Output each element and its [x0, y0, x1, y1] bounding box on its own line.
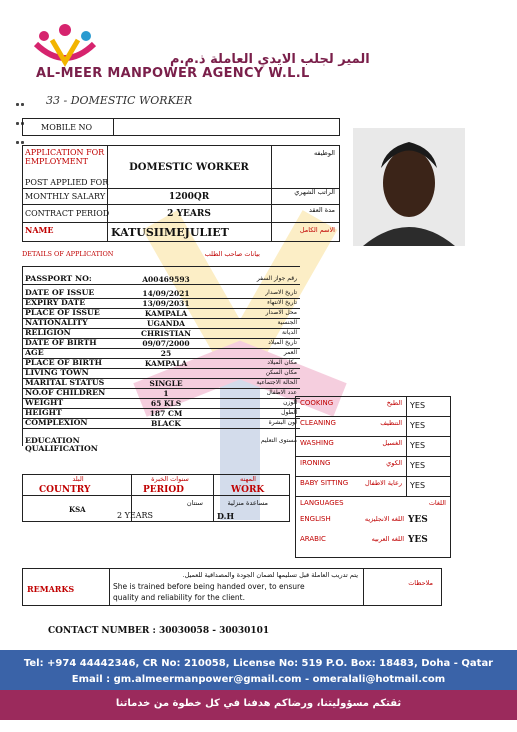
exp-work-header: WORK — [231, 485, 265, 495]
details-label-ar: بيانات صاحب الطلب — [204, 250, 260, 258]
skill-label-ar: الكوي — [386, 459, 402, 467]
detail-value: A00469593 — [142, 275, 190, 284]
detail-label-ar: مستوى التعليم — [260, 437, 297, 444]
detail-value: 65 KLS — [150, 399, 182, 408]
skill-label: WASHING — [300, 439, 334, 447]
detail-label: NATIONALITY — [25, 318, 88, 327]
details-label: DETAILS OF APPLICATION — [22, 250, 114, 258]
detail-label-ar: تاريخ الاصدار — [265, 289, 297, 296]
detail-row — [22, 284, 300, 298]
detail-label: DATE OF ISSUE — [25, 288, 95, 297]
job-title: 33 - DOMESTIC WORKER — [46, 94, 193, 107]
detail-value: 14/09/2021 — [142, 289, 190, 298]
skill-row — [296, 437, 450, 457]
detail-label-ar: لون البشرة — [268, 419, 297, 426]
detail-label: HEIGHT — [25, 408, 62, 417]
detail-value: 187 CM — [149, 409, 183, 418]
period-value: 2 YEARS — [167, 209, 211, 219]
exp-work-ar: المهنه — [240, 475, 256, 483]
languages-title: LANGUAGES — [300, 499, 344, 507]
detail-label-ar: الحالة الاجتماعية — [256, 379, 297, 386]
detail-value: BLACK — [151, 419, 181, 428]
period-label: CONTRACT PERIOD — [25, 209, 110, 218]
detail-label: WEIGHT — [25, 398, 64, 407]
detail-value: 1 — [163, 389, 169, 398]
skill-label: BABY SITTING — [300, 479, 349, 487]
language-value: YES — [408, 515, 428, 525]
application-table — [22, 145, 340, 242]
exp-country-ar: البلد — [72, 475, 84, 483]
detail-label-ar: تاريخ الميلاد — [268, 339, 297, 346]
skill-label-ar: رعاية الاطفال — [364, 479, 402, 487]
company-name: AL-MEER MANPOWER AGENCY W.L.L — [36, 66, 310, 81]
detail-label: DATE OF BIRTH — [25, 338, 97, 347]
exp-row-work: D.H — [217, 511, 234, 521]
detail-value: KAMPALA — [144, 359, 188, 368]
detail-row — [22, 358, 300, 368]
detail-label: RELIGION — [25, 328, 71, 337]
skill-value: YES — [410, 441, 426, 450]
language-label-ar: اللغه الانجليزيه — [364, 515, 404, 523]
detail-label: PASSPORT NO: — [25, 274, 92, 283]
detail-row — [22, 428, 300, 453]
detail-label-ar: الديانة — [281, 329, 297, 336]
detail-value: 13/09/2031 — [142, 299, 190, 308]
remarks-box — [22, 568, 442, 606]
skill-row — [296, 417, 450, 437]
detail-row — [22, 348, 300, 358]
detail-value: SINGLE — [149, 379, 183, 388]
detail-label-ar: تاريخ الانتهاء — [267, 299, 297, 306]
skill-row — [296, 397, 450, 417]
footer-line-2: Email : gm.almeermanpower@gmail.com - omeralali@hotmail.com — [71, 674, 446, 685]
detail-label: MARITAL STATUS — [25, 378, 105, 387]
post-label-ar: الوظيفه — [313, 149, 335, 157]
skill-label: COOKING — [300, 399, 334, 407]
detail-value: 25 — [160, 349, 172, 358]
skill-label-ar: الطبخ — [386, 399, 402, 407]
name-label: NAME — [25, 225, 54, 235]
footer-line-3: ثقتكم مسؤوليتنا، ورضاكم هدفنا في كل خطوة من خدماتنا — [115, 698, 402, 709]
application-label: APPLICATION FOR EMPLOYMENT — [25, 148, 105, 166]
exp-period-ar: سنوات الخبرة — [151, 475, 189, 483]
period-label-ar: مدة العقد — [309, 206, 335, 214]
exp-row-period-ar: سنتان — [186, 499, 203, 507]
detail-row — [22, 398, 300, 408]
skill-value: YES — [410, 421, 426, 430]
detail-label: EDUCATION QUALIFICATION — [25, 436, 98, 453]
languages-section — [296, 497, 450, 557]
detail-label-ar: مكان السكن — [265, 369, 297, 376]
detail-value: 09/07/2000 — [142, 339, 190, 348]
language-label: ARABIC — [300, 535, 326, 543]
remarks-label-ar: ملاحظات — [408, 579, 433, 587]
detail-label-ar: الطول — [281, 409, 297, 416]
skill-label: CLEANING — [300, 419, 336, 427]
skill-row — [296, 457, 450, 477]
mobile-row — [22, 118, 340, 136]
detail-row — [22, 368, 300, 378]
mobile-label: MOBILE NO — [41, 123, 93, 132]
language-value: YES — [408, 535, 428, 545]
post-label: POST APPLIED FOR — [25, 178, 109, 187]
skill-label-ar: التنظيف — [380, 419, 402, 427]
name-value: KATUSIIMEJULIET — [111, 226, 229, 239]
detail-row — [22, 418, 300, 428]
detail-label: LIVING TOWN — [25, 368, 89, 377]
detail-label-ar: مكان الميلاد — [267, 359, 297, 366]
skill-value: YES — [410, 481, 426, 490]
details-table — [22, 266, 302, 470]
detail-value: KAMPALA — [144, 309, 188, 318]
salary-label: MONTHLY SALARY — [25, 192, 106, 201]
experience-table — [22, 474, 290, 522]
skills-table — [295, 396, 451, 558]
languages-title-ar: اللغات — [428, 499, 446, 507]
salary-value: 1200QR — [168, 192, 210, 202]
drag-handle-icon[interactable] — [15, 92, 25, 106]
detail-label-ar: محل الاصدار — [265, 309, 297, 316]
language-label: ENGLISH — [300, 515, 331, 523]
company-name-arabic: المير لجلب الايدي العاملة ذ.م.م — [170, 52, 370, 67]
exp-row-country: KSA — [69, 505, 86, 514]
skill-value: YES — [410, 461, 426, 470]
detail-label: NO.OF CHILDREN — [25, 388, 106, 397]
detail-row — [22, 378, 300, 388]
detail-row — [22, 408, 300, 418]
company-logo — [30, 22, 100, 68]
exp-period-header: PERIOD — [143, 485, 184, 495]
detail-label-ar: عدد الاطفال — [266, 389, 297, 396]
footer-slogan-bar — [0, 690, 517, 720]
detail-label-ar: الوزن — [283, 399, 297, 406]
skill-label: IRONING — [300, 459, 331, 467]
detail-label: PLACE OF ISSUE — [25, 308, 100, 317]
detail-row — [22, 318, 300, 328]
skill-row — [296, 477, 450, 497]
language-label-ar: اللغه العربيه — [371, 535, 404, 543]
detail-row — [22, 266, 300, 284]
exp-row-work-ar: مساعدة منزلية — [227, 499, 268, 507]
detail-row — [22, 388, 300, 398]
detail-value: UGANDA — [147, 319, 185, 328]
footer-line-1: Tel: +974 44442346, CR No: 210058, License No: 519 P.O. Box: 18483, Doha - Qatar — [23, 658, 494, 669]
detail-row — [22, 308, 300, 318]
detail-row — [22, 298, 300, 308]
detail-label-ar: العمر — [283, 349, 297, 356]
detail-value: CHRISTIAN — [141, 329, 191, 338]
applicant-photo — [353, 128, 465, 246]
name-label-ar: الاسم الكامل — [299, 226, 335, 234]
post-value: DOMESTIC WORKER — [129, 162, 249, 173]
detail-label: PLACE OF BIRTH — [25, 358, 103, 367]
remarks-text-en-1: She is trained before being handed over, to ensure — [113, 582, 305, 591]
detail-label: COMPLEXION — [25, 418, 88, 427]
remarks-text-en-2: quality and reliability for the client. — [113, 593, 245, 602]
exp-country-header: COUNTRY — [39, 485, 91, 495]
remarks-label: REMARKS — [27, 584, 75, 594]
remarks-text-ar: يتم تدريب العاملة قبل تسليمها لضمان الجودة والمصداقية للعميل. — [182, 571, 358, 579]
detail-label-ar: رقم جواز السفر — [256, 275, 297, 282]
exp-row-period: 2 YEARS — [117, 511, 154, 520]
skill-value: YES — [410, 401, 426, 410]
contact-number: CONTACT NUMBER : 30030058 - 30030101 — [48, 626, 270, 636]
detail-label: AGE — [25, 348, 44, 357]
salary-label-ar: الراتب الشهري — [294, 188, 335, 196]
detail-row — [22, 338, 300, 348]
detail-row — [22, 328, 300, 338]
skill-label-ar: الغسيل — [382, 439, 402, 447]
detail-label-ar: الجنسية — [277, 319, 297, 326]
detail-label: EXPIRY DATE — [25, 298, 86, 307]
